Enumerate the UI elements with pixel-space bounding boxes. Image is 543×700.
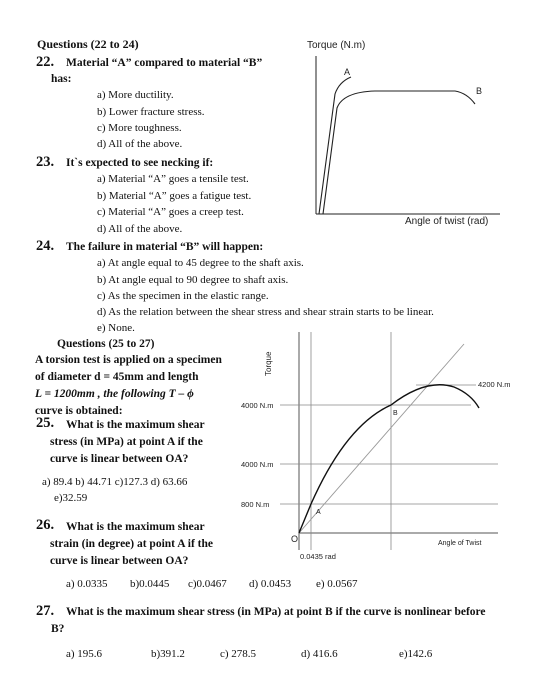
intro-line-2: of diameter d = 45mm and length — [35, 371, 199, 383]
q26-answer-e[interactable]: e) 0.0567 — [316, 578, 358, 590]
x-tick-0435: 0.0435 rad — [300, 552, 336, 561]
chart2-xlabel: Angle of Twist — [438, 540, 482, 547]
question-27-text-cont: B? — [51, 623, 65, 635]
q25-line-2: stress (in MPa) at point A if the — [50, 436, 203, 448]
intro-line-1: A torsion test is applied on a specimen — [35, 354, 222, 366]
intro-line-3: L = 1200mm , the following T – ϕ — [35, 388, 194, 400]
question-27-text: What is the maximum shear stress (in MPa) at point B if the curve is nonlinear before — [66, 606, 486, 618]
question-26-text — [50, 519, 214, 570]
q26-answer-a[interactable]: a) 0.0335 — [66, 578, 108, 590]
q26-line-1: What is the maximum shear — [66, 521, 205, 533]
q24-option-a[interactable]: a) At angle equal to 45 degree to the shaft axis. — [97, 257, 304, 269]
q24-option-b[interactable]: b) At angle equal to 90 degree to shaft axis. — [97, 274, 289, 286]
question-24-number: 24. — [36, 238, 55, 254]
q26-answer-c[interactable]: c)0.0467 — [188, 578, 227, 590]
q25-line-3: curve is linear between OA? — [50, 453, 189, 465]
question-22-number: 22. — [36, 54, 55, 70]
curve-b-label: B — [476, 86, 483, 96]
question-25-text — [50, 417, 205, 468]
q24-option-c[interactable]: c) As the specimen in the elastic range. — [97, 290, 269, 302]
q27-answer-b[interactable]: b)391.2 — [151, 648, 185, 660]
q26-answer-b[interactable]: b)0.0445 — [130, 578, 170, 590]
q25-answer-e[interactable]: e)32.59 — [54, 492, 88, 504]
q23-option-d[interactable]: d) All of the above. — [97, 223, 183, 235]
question-22-text-cont: has: — [51, 73, 72, 85]
chart2-ylabel: Torque — [264, 351, 273, 376]
q23-option-b[interactable]: b) Material “A” goes a fatigue test. — [97, 190, 252, 202]
curve-b — [323, 91, 475, 214]
point-b-label: B — [393, 410, 398, 417]
q27-answer-e[interactable]: e)142.6 — [399, 648, 433, 660]
q26-answer-d[interactable]: d) 0.0453 — [249, 578, 292, 590]
question-27-number: 27. — [36, 603, 55, 619]
torque-twist-chart-o-a-b — [236, 330, 511, 565]
question-23-text: It`s expected to see necking if: — [66, 157, 214, 169]
tick-4000-upper: 4000 N.m — [241, 401, 274, 410]
q25-answers[interactable]: a) 89.4 b) 44.71 c)127.3 d) 63.66 — [42, 476, 188, 488]
q22-option-c[interactable]: c) More toughness. — [97, 122, 182, 134]
q24-option-d[interactable]: d) As the relation between the shear stress and shear strain starts to be linear. — [97, 306, 434, 318]
question-22-text: Material “A” compared to material “B” — [66, 57, 263, 69]
q22-option-d[interactable]: d) All of the above. — [97, 138, 183, 150]
q23-option-c[interactable]: c) Material “A” goes a creep test. — [97, 206, 244, 218]
q23-option-a[interactable]: a) Material “A” goes a tensile test. — [97, 173, 249, 185]
q24-option-e[interactable]: e) None. — [97, 322, 135, 334]
section-header-22-24: Questions (22 to 24) — [37, 37, 139, 51]
q22-option-b[interactable]: b) Lower fracture stress. — [97, 106, 205, 118]
curve-a-label: A — [344, 67, 351, 77]
torque-twist-chart-a-b — [295, 34, 510, 229]
tangent-line — [299, 344, 464, 533]
question-24-text: The failure in material “B” will happen: — [66, 241, 264, 253]
question-26-number: 26. — [36, 517, 55, 533]
point-a-label: A — [316, 509, 321, 516]
q26-line-2: strain (in degree) at point A if the — [50, 538, 214, 550]
q25-line-1: What is the maximum shear — [66, 419, 205, 431]
q27-answer-a[interactable]: a) 195.6 — [66, 648, 103, 660]
question-25-number: 25. — [36, 415, 55, 431]
label-4200: 4200 N.m — [478, 380, 511, 389]
tick-800: 800 N.m — [241, 500, 270, 509]
torque-curve — [299, 385, 479, 533]
section-header-25-27: Questions (25 to 27) — [57, 338, 155, 350]
question-23-number: 23. — [36, 154, 55, 170]
q26-line-3: curve is linear between OA? — [50, 555, 189, 567]
point-o-label: O — [291, 534, 299, 544]
chart1-ylabel: Torque (N.m) — [307, 40, 366, 51]
q22-option-a[interactable]: a) More ductility. — [97, 89, 174, 101]
tick-4000-lower: 4000 N.m — [241, 460, 274, 469]
chart1-xlabel: Angle of twist (rad) — [405, 216, 489, 227]
q27-answer-d[interactable]: d) 416.6 — [301, 648, 338, 660]
torsion-intro — [35, 352, 240, 420]
q27-answer-c[interactable]: c) 278.5 — [220, 648, 257, 660]
intro-line-4: curve is obtained: — [35, 405, 123, 417]
